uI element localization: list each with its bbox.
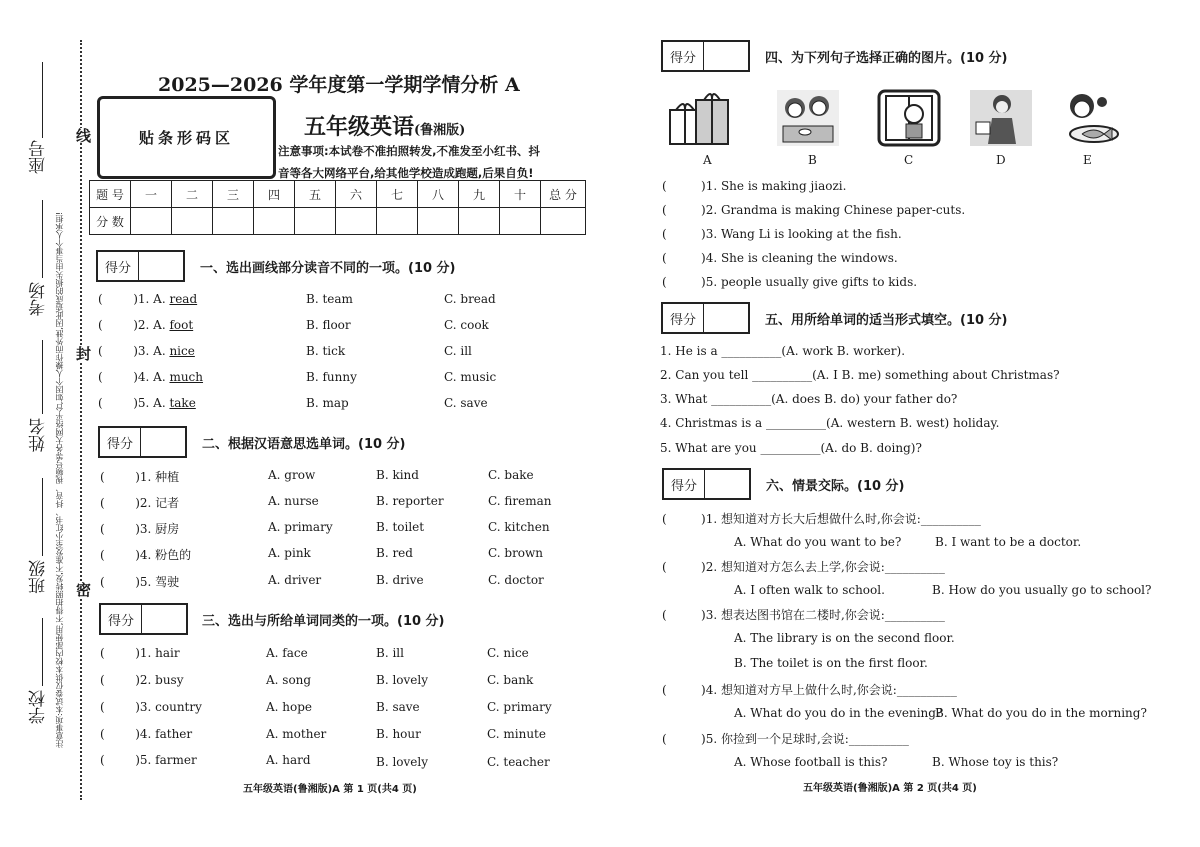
option-c: C. brown [488, 546, 544, 560]
picture-d-label: D [996, 153, 1006, 167]
question-number: )4. father [135, 727, 193, 741]
question-6-4: ( )4. 想知道对方早上做什么时,你会说:__________ [662, 683, 957, 697]
option-b: B. map [306, 396, 349, 410]
question-number: )4. 粉色的 [135, 548, 192, 562]
exam-room-line [42, 200, 43, 278]
question-2-4: ( )4. 粉色的 [100, 548, 192, 562]
barcode-area: 贴条形码区 [97, 96, 276, 179]
option-c: C. nice [487, 646, 529, 660]
option-a: read [169, 292, 198, 306]
question-number: )3. country [135, 700, 202, 714]
name-label: 姓名 [29, 418, 49, 452]
question-number: )2. busy [135, 673, 184, 687]
binding-dotted-line [80, 40, 82, 800]
question-text: )5. 你捡到一个足球时,会说:__________ [701, 732, 909, 746]
picture-c-cleaning-windows [876, 88, 942, 148]
question-1-4: ( )4. A. much [98, 370, 204, 384]
option-b: B. What do you do in the morning? [935, 706, 1147, 720]
section-2-score-box[interactable] [98, 426, 187, 458]
exam-notice [278, 140, 540, 184]
option-a: A. Whose football is this? [734, 755, 888, 769]
option-a: A. What do you want to be? [734, 535, 902, 549]
option-c: C. doctor [488, 573, 544, 587]
score-header-cell: 一 [131, 181, 172, 208]
score-header-cell: 七 [377, 181, 418, 208]
exam-notice-line-1: 注意事项:本试卷不准拍照转发,不准发至小红书、抖 [278, 144, 540, 158]
question-2-2: ( )2. 记者 [100, 496, 180, 510]
section-2-title: 二、根据汉语意思选单词。(10 分) [202, 437, 406, 452]
question-number: )5. A. [133, 396, 170, 410]
score-row-label: 分 数 [90, 208, 131, 235]
exam-title: 2025—2026 学年度第一学期学情分析 A [158, 74, 520, 96]
question-number: )1. A. [133, 292, 170, 306]
option-c: C. minute [487, 727, 546, 741]
exam-notice-line-2: 音等各大网络平台,给其他学校造成跑题,后果自负! [278, 166, 534, 180]
option-a: A. hard [266, 753, 311, 767]
option-b: B. How do you usually go to school? [932, 583, 1152, 597]
picture-e-looking-at-fish [1058, 88, 1124, 148]
question-1-5: ( )5. A. take [98, 396, 196, 410]
seal-seal-char: 封 [74, 346, 92, 361]
option-a: A. mother [266, 727, 327, 741]
option-b: B. team [306, 292, 353, 306]
score-box-label: 得分 [101, 605, 142, 633]
option-b: B. lovely [376, 673, 429, 687]
question-5-3: 3. What __________(A. does B. do) your father do? [660, 392, 958, 406]
score-header-cell: 题 号 [90, 181, 131, 208]
question-number: )1. hair [135, 646, 180, 660]
score-header-cell: 十 [500, 181, 541, 208]
seat-number-label: 座号 [29, 140, 49, 174]
question-4-1: ( )1. She is making jiaozi. [662, 179, 847, 193]
score-header-cell: 五 [295, 181, 336, 208]
page-2-footer: 五年级英语(鲁湘版)A 第 2 页(共4 页) [803, 783, 977, 794]
question-2-5: ( )5. 驾驶 [100, 575, 180, 589]
school-label: 学校 [29, 690, 49, 724]
option-c: C. music [444, 370, 497, 384]
score-cell[interactable] [541, 208, 586, 235]
question-text: )3. Wang Li is looking at the fish. [701, 227, 902, 241]
section-6-title: 六、情景交际。(10 分) [766, 479, 905, 494]
question-3-2: ( )2. busy [100, 673, 184, 687]
page-1-footer: 五年级英语(鲁湘版)A 第 1 页(共4 页) [243, 784, 417, 795]
option-a: A. I often walk to school. [734, 583, 885, 597]
option-b: B. kind [376, 468, 419, 482]
picture-c-label: C [904, 153, 914, 167]
question-text: )3. 想表达图书馆在二楼时,你会说:__________ [701, 608, 945, 622]
option-b: B. drive [376, 573, 424, 587]
picture-e-label: E [1083, 153, 1092, 167]
option-a: A. hope [266, 700, 313, 714]
score-box-label: 得分 [663, 304, 704, 332]
section-6-score-box[interactable] [662, 468, 751, 500]
binding-notice-text: 本试卷仅供本校内部使用,不得拍照转发,不准发至小红书、抖音、视频号等各大网络平台,如因个人操作而外泄,因此造成的损失由当事个人承担! [55, 211, 64, 714]
question-1-3: ( )3. A. nice [98, 344, 195, 358]
section-5-title: 五、用所给单词的适当形式填空。(10 分) [765, 313, 1008, 328]
score-cell[interactable] [377, 208, 418, 235]
subject-heading [304, 110, 465, 141]
score-header-cell: 九 [459, 181, 500, 208]
score-cell[interactable] [500, 208, 541, 235]
score-box-label: 得分 [664, 470, 705, 498]
binding-notice [55, 48, 65, 748]
option-a: nice [169, 344, 195, 358]
score-header-cell: 八 [418, 181, 459, 208]
question-text: )1. She is making jiaozi. [701, 179, 847, 193]
question-number: )5. farmer [135, 753, 197, 767]
option-b: B. save [376, 700, 420, 714]
picture-a-label: A [703, 153, 712, 167]
question-4-4: ( )4. She is cleaning the windows. [662, 251, 898, 265]
option-c: C. kitchen [488, 520, 550, 534]
question-4-5: ( )5. people usually give gifts to kids. [662, 275, 918, 289]
score-box-label: 得分 [98, 252, 139, 280]
score-table-header-row [90, 181, 586, 208]
option-c: C. save [444, 396, 488, 410]
option-c: C. ill [444, 344, 472, 358]
score-box-label: 得分 [100, 428, 141, 456]
score-header-cell: 六 [336, 181, 377, 208]
option-a: foot [169, 318, 194, 332]
option-c: C. bread [444, 292, 496, 306]
question-5-1: 1. He is a __________(A. work B. worker). [660, 344, 906, 358]
question-4-2: ( )2. Grandma is making Chinese paper-cuts. [662, 203, 966, 217]
option-a: A. driver [268, 573, 322, 587]
option-a: A. pink [268, 546, 311, 560]
question-number: )1. 种植 [135, 470, 180, 484]
score-table [89, 180, 586, 235]
score-header-cell: 三 [213, 181, 254, 208]
question-3-4: ( )4. father [100, 727, 193, 741]
option-c: C. primary [487, 700, 552, 714]
question-number: )3. A. [133, 344, 170, 358]
class-line [42, 478, 43, 556]
option-b: B. hour [376, 727, 421, 741]
score-cell[interactable] [295, 208, 336, 235]
score-box-label: 得分 [663, 42, 704, 70]
option-b: B. red [376, 546, 413, 560]
exam-room-label: 考场 [29, 282, 49, 316]
option-b: B. lovely [376, 755, 429, 769]
question-3-1: ( )1. hair [100, 646, 180, 660]
section-5-score-box[interactable] [661, 302, 750, 334]
question-6-5: ( )5. 你捡到一个足球时,会说:__________ [662, 732, 909, 746]
score-header-cell: 二 [172, 181, 213, 208]
question-number: )5. 驾驶 [135, 575, 180, 589]
option-b: B. toilet [376, 520, 425, 534]
option-b: B. reporter [376, 494, 444, 508]
score-header-cell: 四 [254, 181, 295, 208]
option-c: C. cook [444, 318, 489, 332]
question-5-2: 2. Can you tell __________(A. I B. me) something about Christmas? [660, 368, 1060, 382]
score-cell[interactable] [131, 208, 172, 235]
score-cell[interactable] [254, 208, 295, 235]
question-5-4: 4. Christmas is a __________(A. western B. west) holiday. [660, 416, 1000, 430]
option-b: B. funny [306, 370, 357, 384]
question-number: )2. A. [133, 318, 170, 332]
option-a: A. song [266, 673, 312, 687]
question-6-1: ( )1. 想知道对方长大后想做什么时,你会说:__________ [662, 512, 981, 526]
option-a: A. grow [268, 468, 316, 482]
seal-secret-char: 密 [74, 582, 92, 597]
question-text: )4. 想知道对方早上做什么时,你会说:__________ [701, 683, 957, 697]
option-c: C. teacher [487, 755, 550, 769]
subject-title: 五年级英语 [304, 115, 415, 140]
name-line [42, 340, 43, 414]
option-b: B. I want to be a doctor. [935, 535, 1082, 549]
question-text: )1. 想知道对方长大后想做什么时,你会说:__________ [701, 512, 981, 526]
subject-edition: (鲁湘版) [414, 123, 466, 138]
option-b: B. tick [306, 344, 346, 358]
score-table-value-row [90, 208, 586, 235]
question-2-1: ( )1. 种植 [100, 470, 180, 484]
seal-line-char: 线 [74, 128, 92, 143]
question-6-2: ( )2. 想知道对方怎么去上学,你会说:__________ [662, 560, 945, 574]
option-c: C. bank [487, 673, 534, 687]
option-b: B. ill [376, 646, 404, 660]
question-number: )2. 记者 [135, 496, 180, 510]
picture-b-label: B [808, 153, 817, 167]
option-a: much [169, 370, 204, 384]
option-b: B. Whose toy is this? [932, 755, 1059, 769]
question-text: )5. people usually give gifts to kids. [701, 275, 918, 289]
question-4-3: ( )3. Wang Li is looking at the fish. [662, 227, 902, 241]
option-a: A. nurse [268, 494, 319, 508]
binding-notice-title: 注意事项: [55, 713, 64, 748]
section-4-score-box[interactable] [661, 40, 750, 72]
score-cell[interactable] [418, 208, 459, 235]
option-b: B. The toilet is on the first floor. [734, 656, 928, 670]
question-number: )3. 厨房 [135, 522, 180, 536]
question-text: )2. 想知道对方怎么去上学,你会说:__________ [701, 560, 945, 574]
question-5-5: 5. What are you __________(A. do B. doing)? [660, 441, 922, 455]
question-text: )2. Grandma is making Chinese paper-cuts. [701, 203, 966, 217]
picture-d-grandma-paper-cuts [968, 88, 1034, 148]
picture-b-making-jiaozi [775, 88, 841, 148]
section-1-score-box[interactable] [96, 250, 185, 282]
option-a: A. face [266, 646, 308, 660]
score-cell[interactable] [336, 208, 377, 235]
section-4-title: 四、为下列句子选择正确的图片。(10 分) [765, 51, 1008, 66]
picture-a-gifts [666, 88, 732, 148]
option-a: A. primary [268, 520, 333, 534]
option-a: A. What do you do in the evening? [734, 706, 943, 720]
question-number: )4. A. [133, 370, 170, 384]
score-cell[interactable] [459, 208, 500, 235]
section-3-title: 三、选出与所给单词同类的一项。(10 分) [202, 614, 445, 629]
option-a: A. The library is on the second floor. [734, 631, 955, 645]
school-line [42, 618, 43, 686]
score-header-cell: 总 分 [541, 181, 586, 208]
class-label: 班级 [29, 560, 49, 594]
question-text: )4. She is cleaning the windows. [701, 251, 898, 265]
seat-number-line [42, 62, 43, 138]
question-6-3: ( )3. 想表达图书馆在二楼时,你会说:__________ [662, 608, 945, 622]
question-1-2: ( )2. A. foot [98, 318, 194, 332]
score-cell[interactable] [172, 208, 213, 235]
option-a: take [169, 396, 196, 410]
option-c: C. fireman [488, 494, 552, 508]
section-3-score-box[interactable] [99, 603, 188, 635]
question-1-1: ( )1. A. read [98, 292, 198, 306]
option-b: B. floor [306, 318, 351, 332]
score-cell[interactable] [213, 208, 254, 235]
question-3-5: ( )5. farmer [100, 753, 197, 767]
option-c: C. bake [488, 468, 534, 482]
question-3-3: ( )3. country [100, 700, 202, 714]
question-2-3: ( )3. 厨房 [100, 522, 180, 536]
section-1-title: 一、选出画线部分读音不同的一项。(10 分) [200, 261, 456, 276]
